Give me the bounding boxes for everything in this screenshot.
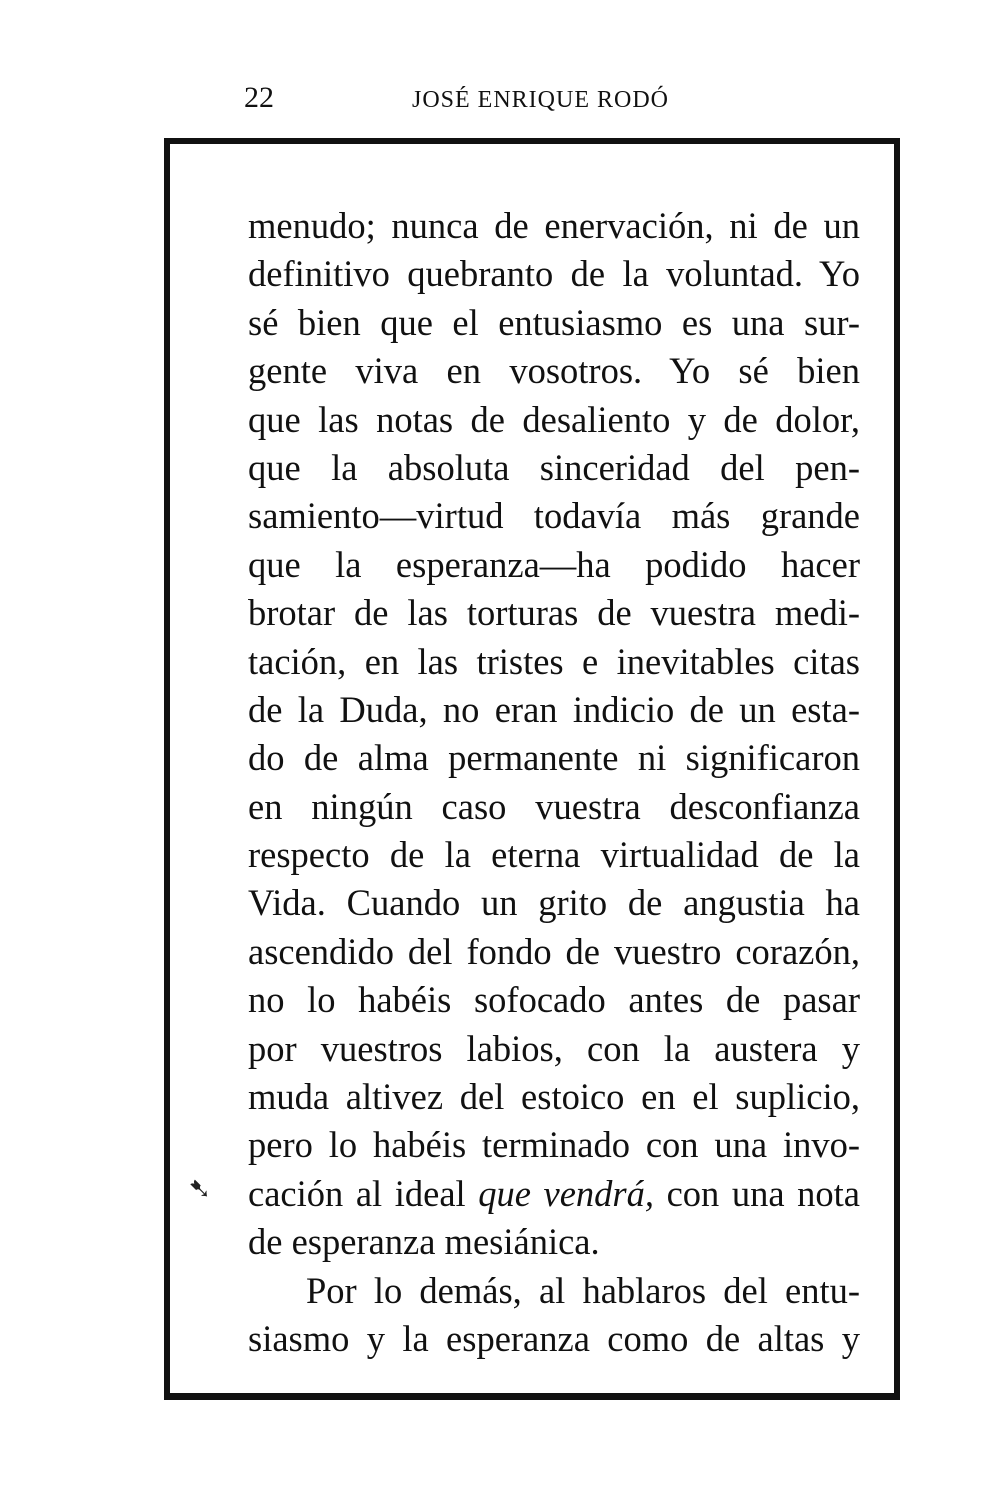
text-line: que la esperanza—ha podido hacer [248, 543, 860, 585]
text-line: tación, en las tristes e inevitables citas [248, 640, 860, 682]
text-line: que la absoluta sinceridad del pen- [248, 446, 860, 488]
text-line: siasmo y la esperanza como de altas y [248, 1317, 860, 1359]
text-line: brotar de las torturas de vuestra medi- [248, 592, 860, 634]
text-line: de la Duda, no eran indicio de un esta- [248, 688, 860, 730]
text-line: do de alma permanente ni significaron [248, 737, 860, 779]
text-line-with-italic [248, 1170, 860, 1218]
text-line: samiento—virtud todavía más grande [248, 495, 860, 537]
author-name: JOSÉ ENRIQUE RODÓ [412, 87, 669, 113]
body-text [248, 202, 860, 1363]
running-head [244, 78, 704, 118]
text-segment: cación al ideal [248, 1172, 479, 1214]
paragraph-first-line: Por lo demás, al hablaros del entu- [306, 1269, 860, 1311]
text-line: muda altivez del estoico en el suplicio, [248, 1076, 860, 1118]
text-line: por vuestros labios, con la austera y [248, 1027, 860, 1069]
paragraph-closing-line: de esperanza mesiánica. [248, 1221, 600, 1263]
text-line: pero lo habéis terminado con una invo- [248, 1124, 860, 1166]
italic-phrase: que vendrá, [478, 1172, 655, 1214]
text-line: gente viva en vosotros. Yo sé bien [248, 350, 860, 392]
text-line: ascendido del fondo de vuestro corazón, [248, 930, 860, 972]
text-line: Vida. Cuando un grito de angustia ha [248, 882, 860, 924]
text-line: definitivo quebranto de la voluntad. Yo [248, 253, 860, 295]
text-line: menudo; nunca de enervación, ni de un [248, 205, 860, 246]
text-line: sé bien que el entusiasmo es una sur- [248, 301, 860, 343]
text-line: en ningún caso vuestra desconfianza [248, 785, 860, 827]
page-number: 22 [244, 81, 274, 114]
text-segment: con una nota [654, 1172, 860, 1214]
text-line: respecto de la eterna virtualidad de la [248, 834, 860, 876]
text-line: que las notas de desaliento y de dolor, [248, 398, 860, 440]
text-line: no lo habéis sofocado antes de pasar [248, 979, 860, 1021]
margin-mark-icon: ➷ [188, 1174, 212, 1205]
